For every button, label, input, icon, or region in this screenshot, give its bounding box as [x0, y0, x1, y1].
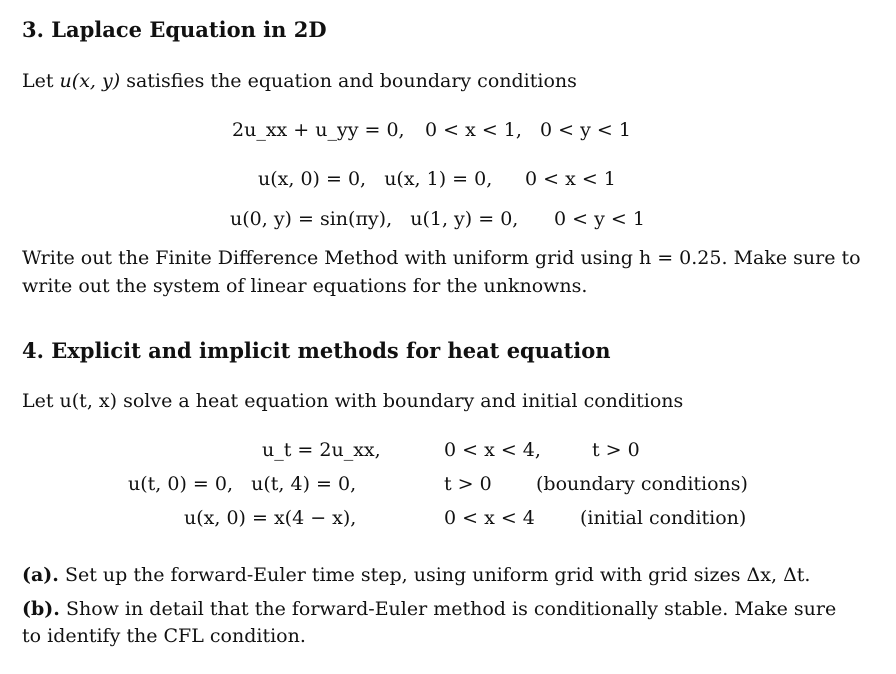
- heat-domain-x: 0 < x < 4,: [444, 439, 541, 461]
- section-3-instruction-line1: Write out the Finite Difference Method with uniform grid using h = 0.25. Make sure to: [22, 247, 861, 269]
- boundary-x: u(0, y) = sin(πy), u(1, y) = 0,: [230, 208, 519, 230]
- part-b-line1: [22, 598, 836, 620]
- part-a-label: (a).: [22, 564, 59, 586]
- heat-equation: u_t = 2u_xx,: [262, 439, 381, 461]
- laplace-equation: 2u_xx + u_yy = 0,: [232, 119, 405, 141]
- heat-domain-t: t > 0: [592, 439, 640, 461]
- part-a: [22, 564, 810, 586]
- part-a-text: Set up the forward-Euler time step, using uniform grid with grid sizes Δx, Δt.: [64, 564, 811, 586]
- heat-initial-note: (initial condition): [580, 507, 747, 529]
- section-4-title: 4. Explicit and implicit methods for heat equation: [22, 338, 611, 363]
- heat-boundary-note: (boundary conditions): [536, 473, 748, 495]
- heat-initial-domain: 0 < x < 4: [444, 507, 535, 529]
- intro-prefix: Let: [22, 70, 54, 92]
- section-4-intro: Let u(t, x) solve a heat equation with boundary and initial conditions: [22, 390, 684, 412]
- boundary-y: u(x, 0) = 0, u(x, 1) = 0,: [258, 168, 493, 190]
- heat-boundary-domain: t > 0: [444, 473, 492, 495]
- part-b-line2: to identify the CFL condition.: [22, 625, 306, 647]
- heat-boundary: u(t, 0) = 0, u(t, 4) = 0,: [128, 473, 357, 495]
- section-3-intro: [22, 70, 577, 92]
- intro-suffix: satisfies the equation and boundary conditions: [126, 70, 577, 92]
- laplace-domain: 0 < x < 1, 0 < y < 1: [425, 119, 631, 141]
- boundary-x-domain: 0 < y < 1: [554, 208, 645, 230]
- part-b-label: (b).: [22, 598, 60, 620]
- section-3-title: 3. Laplace Equation in 2D: [22, 17, 327, 42]
- intro-func: u(x, y): [59, 70, 121, 92]
- heat-initial: u(x, 0) = x(4 − x),: [184, 507, 357, 529]
- section-3-instruction-line2: write out the system of linear equations for the unknowns.: [22, 275, 588, 297]
- boundary-y-domain: 0 < x < 1: [525, 168, 616, 190]
- part-b-text: Show in detail that the forward-Euler method is conditionally stable. Make sure: [65, 598, 837, 620]
